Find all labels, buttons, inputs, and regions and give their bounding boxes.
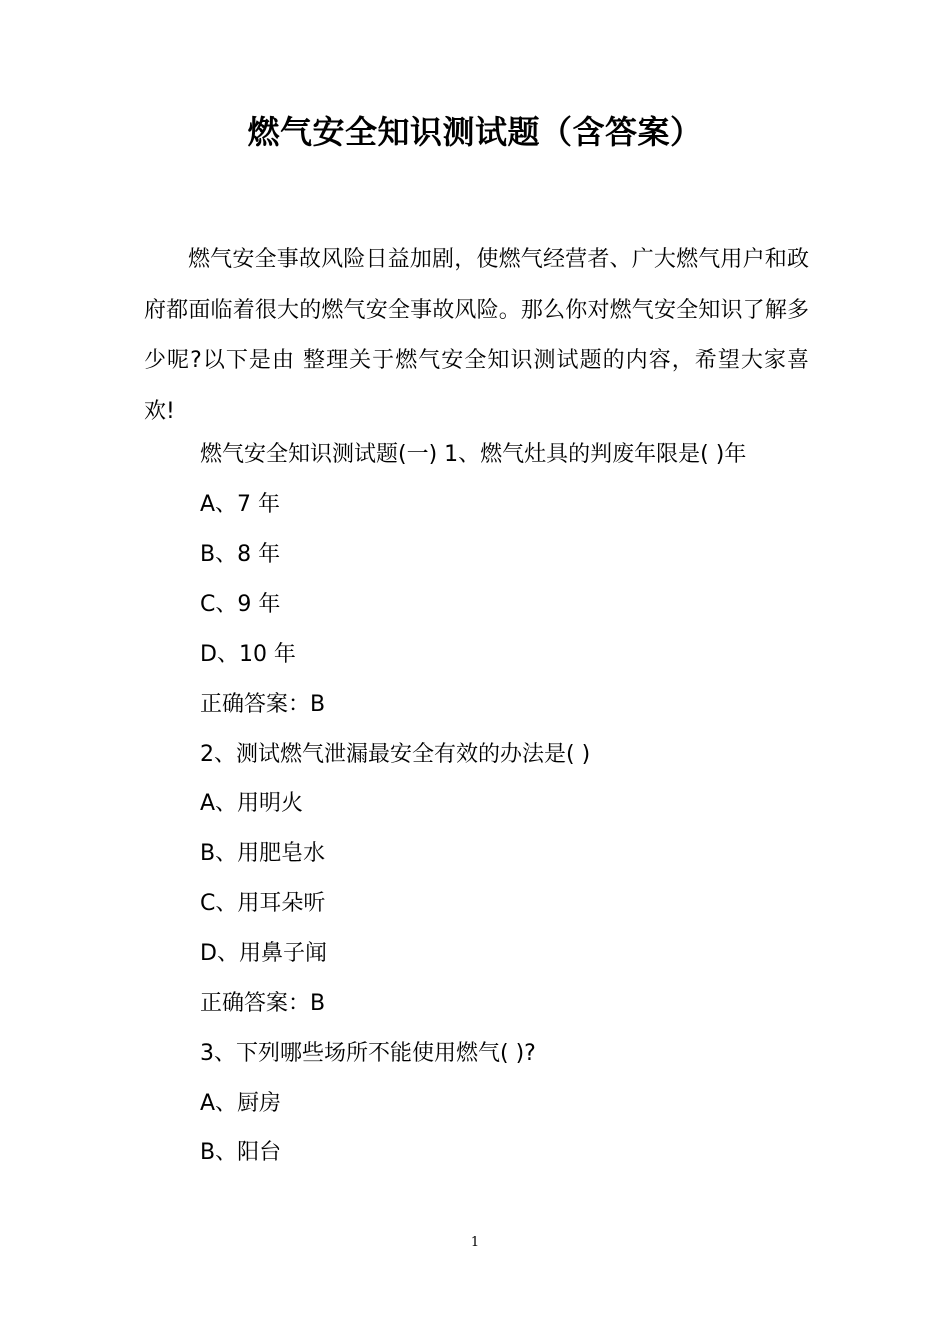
- intro-paragraph: 燃气安全事故风险日益加剧，使燃气经营者、广大燃气用户和政府都面临着很大的燃气安全事故风险。那么你对燃气安全知识了解多少呢?以下是由 整理关于燃气安全知识测试题的内容，希望大家喜欢!: [144, 247, 809, 424]
- question-3-heading: 3、下列哪些场所不能使用燃气( )?: [200, 1041, 536, 1066]
- page-number: 1: [470, 1235, 480, 1250]
- question-1-option-c: C、9 年: [200, 592, 281, 617]
- question-2-heading: 2、测试燃气泄漏最安全有效的办法是( ): [200, 742, 591, 767]
- question-2-option-b: B、用肥皂水: [200, 841, 326, 866]
- document-title: 燃气安全知识测试题（含答案）: [247, 113, 703, 151]
- question-3-option-b: B、阳台: [200, 1140, 282, 1165]
- question-1-heading: 燃气安全知识测试题(一) 1、燃气灶具的判废年限是( )年: [200, 442, 747, 467]
- question-1-option-a: A、7 年: [200, 492, 281, 517]
- question-1-option-b: B、8 年: [200, 542, 281, 567]
- question-3-option-a: A、厨房: [200, 1091, 282, 1116]
- question-2-option-d: D、用鼻子闻: [200, 941, 327, 966]
- question-1-answer: 正确答案：B: [200, 692, 326, 717]
- question-2-option-a: A、用明火: [200, 791, 304, 816]
- question-1-option-d: D、10 年: [200, 642, 296, 667]
- question-2-option-c: C、用耳朵听: [200, 891, 326, 916]
- question-2-answer: 正确答案：B: [200, 991, 326, 1016]
